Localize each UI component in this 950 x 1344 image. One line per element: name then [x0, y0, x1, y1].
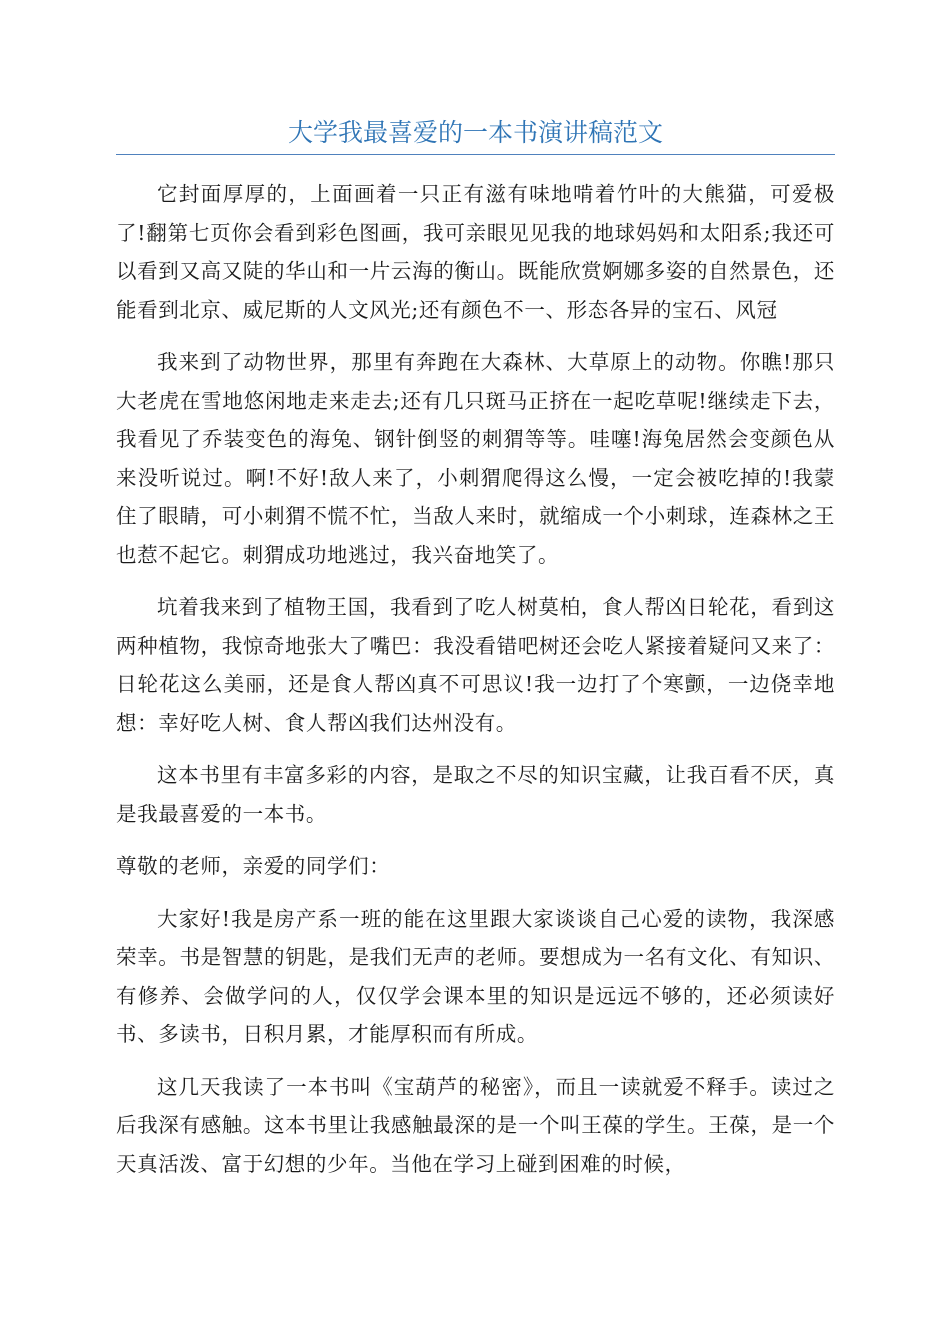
document-title: 大学我最喜爱的一本书演讲稿范文 [287, 118, 663, 147]
paragraph-summary: 这本书里有丰富多彩的内容，是取之不尽的知识宝藏，让我百看不厌，真是我最喜爱的一本书。 [116, 763, 835, 826]
paragraph-plant-kingdom: 坑着我来到了植物王国，我看到了吃人树莫柏，食人帮凶日轮花，看到这两种植物，我惊奇地张大了嘴巴：我没看错吧树还会吃人紧接着疑问又来了：日轮花这么美丽，还是食人帮凶真不可思议!我一边打了个寒颤，一边侥幸地想：幸好吃人树、食人帮凶我们达州没有。 [116, 595, 835, 735]
title-underline [116, 154, 835, 155]
paragraph-cover: 它封面厚厚的，上面画着一只正有滋有味地啃着竹叶的大熊猫，可爱极了!翻第七页你会看到彩色图画，我可亲眼见见我的地球妈妈和太阳系;我还可以看到又高又陡的华山和一片云海的衡山。既能欣赏婀娜多姿的自然景色，还能看到北京、威尼斯的人文风光;还有颜色不一、形态各异的宝石、风冠 [116, 182, 835, 322]
document-body [116, 175, 835, 1197]
paragraph-book-intro: 这几天我读了一本书叫《宝葫芦的秘密》，而且一读就爱不释手。读过之后我深有感触。这本书里让我感触最深的是一个叫王葆的学生。王葆，是一个天真活泼、富于幻想的少年。当他在学习上碰到困难的时候， [116, 1074, 835, 1176]
paragraph-animal-world: 我来到了动物世界，那里有奔跑在大森林、大草原上的动物。你瞧!那只大老虎在雪地悠闲地走来走去;还有几只斑马正挤在一起吃草呢!继续走下去，我看见了乔装变色的海兔、钢针倒竖的刺猬等等。哇噻!海兔居然会变颜色从来没听说过。啊!不好!敌人来了，小刺猬爬得这么慢，一定会被吃掉的!我蒙住了眼睛，可小刺猬不慌不忙，当敌人来时，就缩成一个小刺球，连森林之王也惹不起它。刺猬成功地逃过，我兴奋地笑了。 [116, 350, 835, 567]
paragraph-greeting: 大家好!我是房产系一班的能在这里跟大家谈谈自己心爱的读物，我深感荣幸。书是智慧的钥匙，是我们无声的老师。要想成为一名有文化、有知识、有修养、会做学问的人，仅仅学会课本里的知识是远远不够的，还必须读好书、多读书，日积月累，才能厚积而有所成。 [116, 906, 835, 1046]
paragraph-salutation: 尊敬的老师，亲爱的同学们： [116, 854, 391, 878]
